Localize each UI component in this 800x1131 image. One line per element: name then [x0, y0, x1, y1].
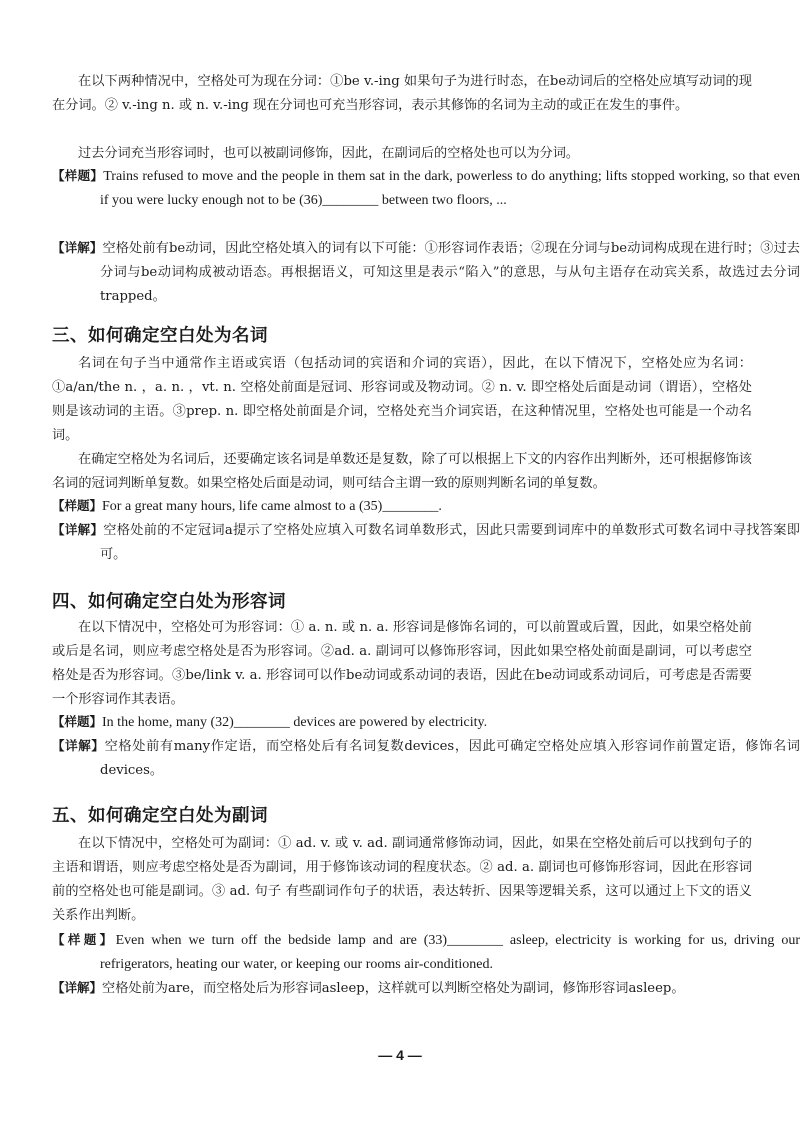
example-text: Trains refused to move and the people in them sat in the dark, powerless to do anything; lifts stopped working, so that even if you were lucky enough not to be (36)________ between two floors, ...	[100, 169, 800, 208]
adjective-paragraph: 在以下情况中，空格处可为形容词：① a. n. 或 n. a. 形容词是修饰名词的，可以前置或后置，因此，如果空格处前或后是名词，则应考虑空格处是否为形容词。②ad. a. 副词可以修饰形容词，因此如果空格处前面是副词，可以考虑空格处是否为形容词。③be/link v. a. 形容词可以作be动词或系动词的表语，因此在be动词或系动词后，可考虑是否需要一个形容词作其表语。	[52, 620, 752, 707]
adverb-paragraph: 在以下情况中，空格处可为副词：① ad. v. 或 v. ad. 副词通常修饰动词，因此，如果在空格处前后可以找到句子的主语和谓语，则应考虑空格处是否为副词，用于修饰该动词的程度状态。② ad. a. 副词也可修饰形容词，因此在形容词前的空格处也可能是副词。③ ad. 句子 有些副词作句子的状语，表达转折、因果等逻辑关系，这可以通过上下文的语义关系作出判断。	[52, 836, 752, 923]
past-participle-paragraph: 过去分词充当形容词时，也可以被副词修饰，因此，在副词后的空格处也可以为分词。	[78, 146, 580, 161]
explanation-text: 空格处前的不定冠词a提示了空格处应填入可数名词单数形式，因此只需要到词库中的单数形式可数名词中寻找答案即可。	[100, 523, 800, 562]
section-heading-adjective: 四、如何确定空白处为形容词	[52, 592, 286, 612]
explanation-text: 空格处前有be动词，因此空格处填入的词有以下可能：①形容词作表语；②现在分词与be动词构成现在进行时；③过去分词与be动词构成被动语态。再根据语义，可知这里是表示“陷入”的意思，与从句主语存在动宾关系，故选过去分词trapped。	[100, 241, 800, 304]
example-block	[52, 494, 800, 519]
example-text: In the home, many (32)________ devices are powered by electricity.	[102, 715, 488, 730]
explanation-text: 空格处前为are，而空格处后为形容词asleep，这样就可以判断空格处为副词，修饰形容词asleep。	[102, 981, 685, 996]
page-number: — 4 —	[378, 1047, 422, 1063]
explanation-block	[52, 236, 800, 309]
section-heading-noun: 三、如何确定空白处为名词	[52, 326, 268, 346]
explanation-block	[52, 518, 800, 567]
section-heading-adverb: 五、如何确定空白处为副词	[52, 806, 268, 826]
participle-paragraph: 在以下两种情况中，空格处可为现在分词：①be v.-ing 如果句子为进行时态，在be动词后的空格处应填写动词的现在分词。② v.-ing n. 或 n. v.-ing 现在分词也可充当形容词，表示其修饰的名词为主动的或正在发生的事件。	[52, 74, 752, 113]
example-label: 【样题】	[52, 498, 103, 513]
example-block	[52, 164, 800, 213]
example-text: Even when we turn off the bedside lamp and are (33)________ asleep, electricity is working for us, driving our refrigerators, heating our water, or keeping our rooms air-conditioned.	[100, 933, 800, 972]
explanation-label: 【详解】	[52, 522, 104, 537]
example-label: 【样题】	[52, 714, 103, 729]
noun-paragraph-1: 名词在句子当中通常作主语或宾语（包括动词的宾语和介词的宾语），因此，在以下情况下，空格处应为名词：①a/an/the n. ，a. n. ，vt. n. 空格处前面是冠词、形容词或及物动词。② n. v. 即空格处后面是动词（谓语），空格处则是该动词的主语。③prep. n. 即空格处前面是介词，空格处充当介词宾语，在这种情况里，空格处也可能是一个动名词。	[52, 356, 752, 443]
explanation-block	[52, 734, 800, 783]
example-block	[52, 928, 800, 977]
example-block	[52, 710, 800, 735]
example-text: For a great many hours, life came almost to a (35)________.	[102, 499, 442, 514]
explanation-block	[52, 976, 800, 1001]
explanation-label: 【详解】	[52, 738, 105, 753]
explanation-label: 【详解】	[52, 240, 103, 255]
example-label: 【样题】	[52, 932, 116, 947]
explanation-label: 【详解】	[52, 980, 103, 995]
example-label: 【样题】	[52, 168, 104, 183]
explanation-text: 空格处前有many作定语，而空格处后有名词复数devices，因此可确定空格处应填入形容词作前置定语，修饰名词devices。	[100, 739, 800, 778]
noun-paragraph-2: 在确定空格处为名词后，还要确定该名词是单数还是复数，除了可以根据上下文的内容作出判断外，还可根据修饰该名词的冠词判断单复数。如果空格处后面是动词，则可结合主谓一致的原则判断名词的单复数。	[52, 452, 752, 491]
